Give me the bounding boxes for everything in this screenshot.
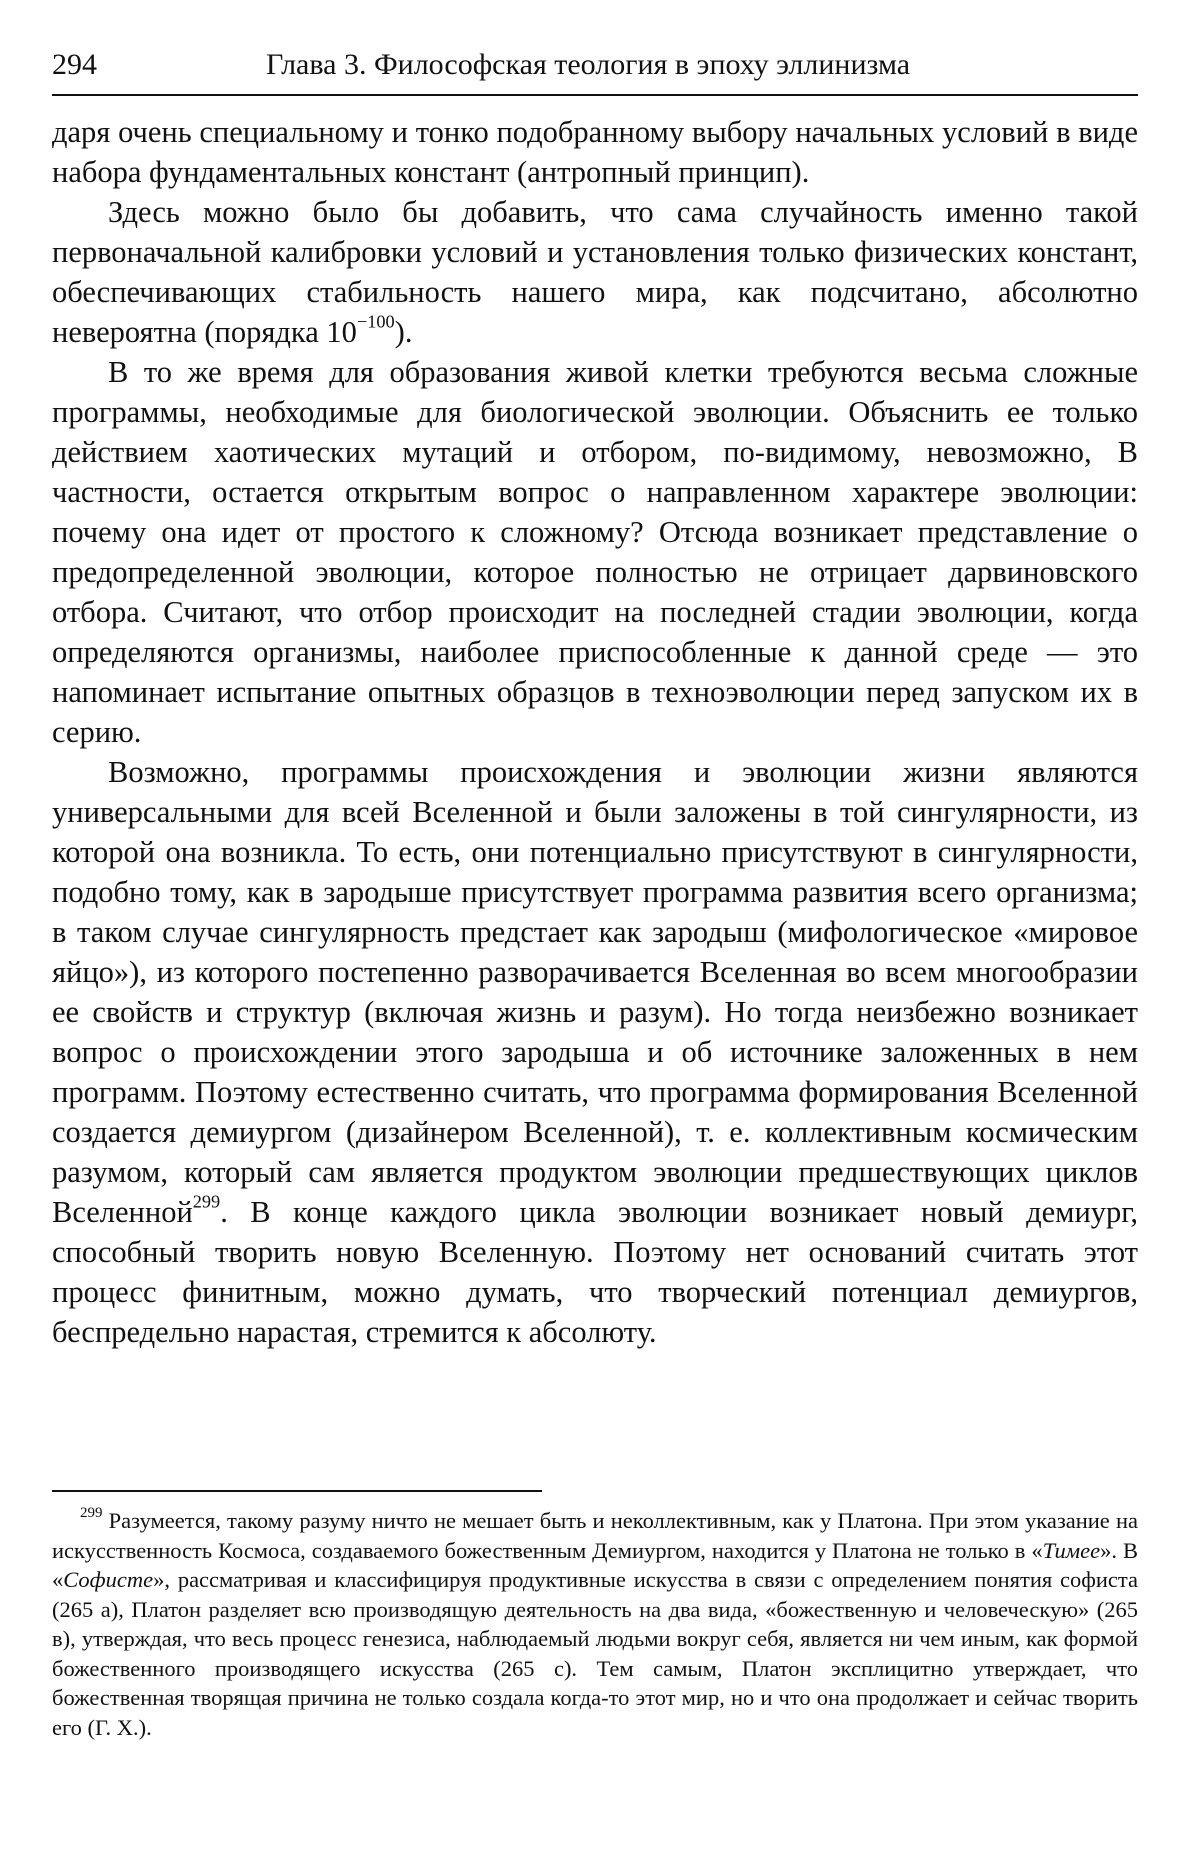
footnote — [52, 1506, 1138, 1742]
paragraph-text: Здесь можно было бы добавить, что сама случайность именно такой первоначальной калибровки условий и установления только физических констант, обеспечивающих стабильность нашего мира, как подсчитано, абсолютно невероятна (порядка 10 — [52, 195, 1138, 349]
paragraph-text-end: ). — [394, 315, 413, 349]
paragraph-continuation: даря очень специальному и тонко подобранному выбору начальных условий в виде набора фундаментальных констант (антропный принцип). — [52, 115, 1138, 189]
footnote-text-a: Разумеется, такому разуму ничто не мешает быть и неколлективным, как у Платона. При этом указание на искусственность Космоса, создаваемого божественным Демиургом, находится у Платона не только в « — [52, 1508, 1138, 1563]
work-title-timaeus: Тимее — [1042, 1537, 1101, 1563]
footnote-text — [52, 1506, 1138, 1742]
main-text — [52, 112, 1138, 1352]
footnote-marker: 299 — [80, 1504, 103, 1521]
work-title-sophist: Софисте — [63, 1567, 154, 1592]
paragraph-text: Возможно, программы происхождения и эволюции жизни являются универсальными для всей Вселенной и были заложены в той сингулярности, из которой она возникла. То есть, они потенциально присутствуют в сингулярности, подобно тому, как в зародыше присутствует программа развития всего организма; в таком случае сингулярность предстает как зародыш (мифологическое «мировое яйцо»), из которого постепенно разворачивается Вселенная во всем многообразии ее свойств и структур (включая жизнь и разум). Но тогда неизбежно возникает вопрос о происхождении этого зародыша и об источнике заложенных в нем программ. Поэтому естественно считать, что программа формирования Вселенной создается демиургом (дизайнером Вселенной), т. е. коллективным космическим разумом, который сам является продуктом эволюции предшествующих циклов Вселенной — [52, 755, 1138, 1229]
paragraph-evolution: В то же время для образования живой клетки требуются весьма сложные программы, необходимые для биологической эволюции. Объяснить ее только действием хаотических мутаций и отбором, по-видимому, невозможно, В частности, остается открытым вопрос о направленном характере эволюции: почему она идет от простого к сложному? Отсюда возникает представление о предопределенной эволюции, которое полностью не отрицает дарвиновского отбора. Считают, что отбор происходит на последней стадии эволюции, когда определяются организмы, наиболее приспособленные к данной среде — это напоминает испытание опытных образцов в техноэволюции перед запуском их в серию. — [52, 355, 1138, 749]
page-number: 294 — [52, 48, 97, 81]
running-title: Глава 3. Философская теология в эпоху эллинизма — [266, 48, 911, 81]
exponent: −100 — [356, 311, 395, 332]
footnote-text-b: ». В « — [52, 1537, 1138, 1592]
paragraph-probability — [52, 192, 1138, 352]
paragraph-demiurge — [52, 752, 1138, 1352]
header-rule — [52, 94, 1138, 96]
footnote-rule — [52, 1490, 542, 1492]
running-header — [52, 38, 1138, 98]
footnote-reference[interactable]: 299 — [192, 1191, 221, 1212]
paragraph-text-end: . В конце каждого цикла эволюции возникает новый демиург, способный творить новую Вселенную. Поэтому нет оснований считать этот процесс финитным, можно думать, что творческий потенциал демиургов, беспредельно нарастая, стремится к абсолюту. — [52, 1195, 1138, 1349]
footnote-text-c: », рассматривая и классифицируя продуктивные искусства в связи с определением понятия софиста (265 а), Платон разделяет всю производящую деятельность на два вида, «божественную и человеческую» (265 в), утверждая, что весь процесс генезиса, наблюдаемый людьми вокруг себя, является ни чем иным, как формой божественного производящего искусства (265 с). Тем самым, Платон эксплицитно утверждает, что божественная творящая причина не только создала когда-то этот мир, но и что она продолжает и сейчас творить его (Г. Х.). — [52, 1567, 1138, 1740]
